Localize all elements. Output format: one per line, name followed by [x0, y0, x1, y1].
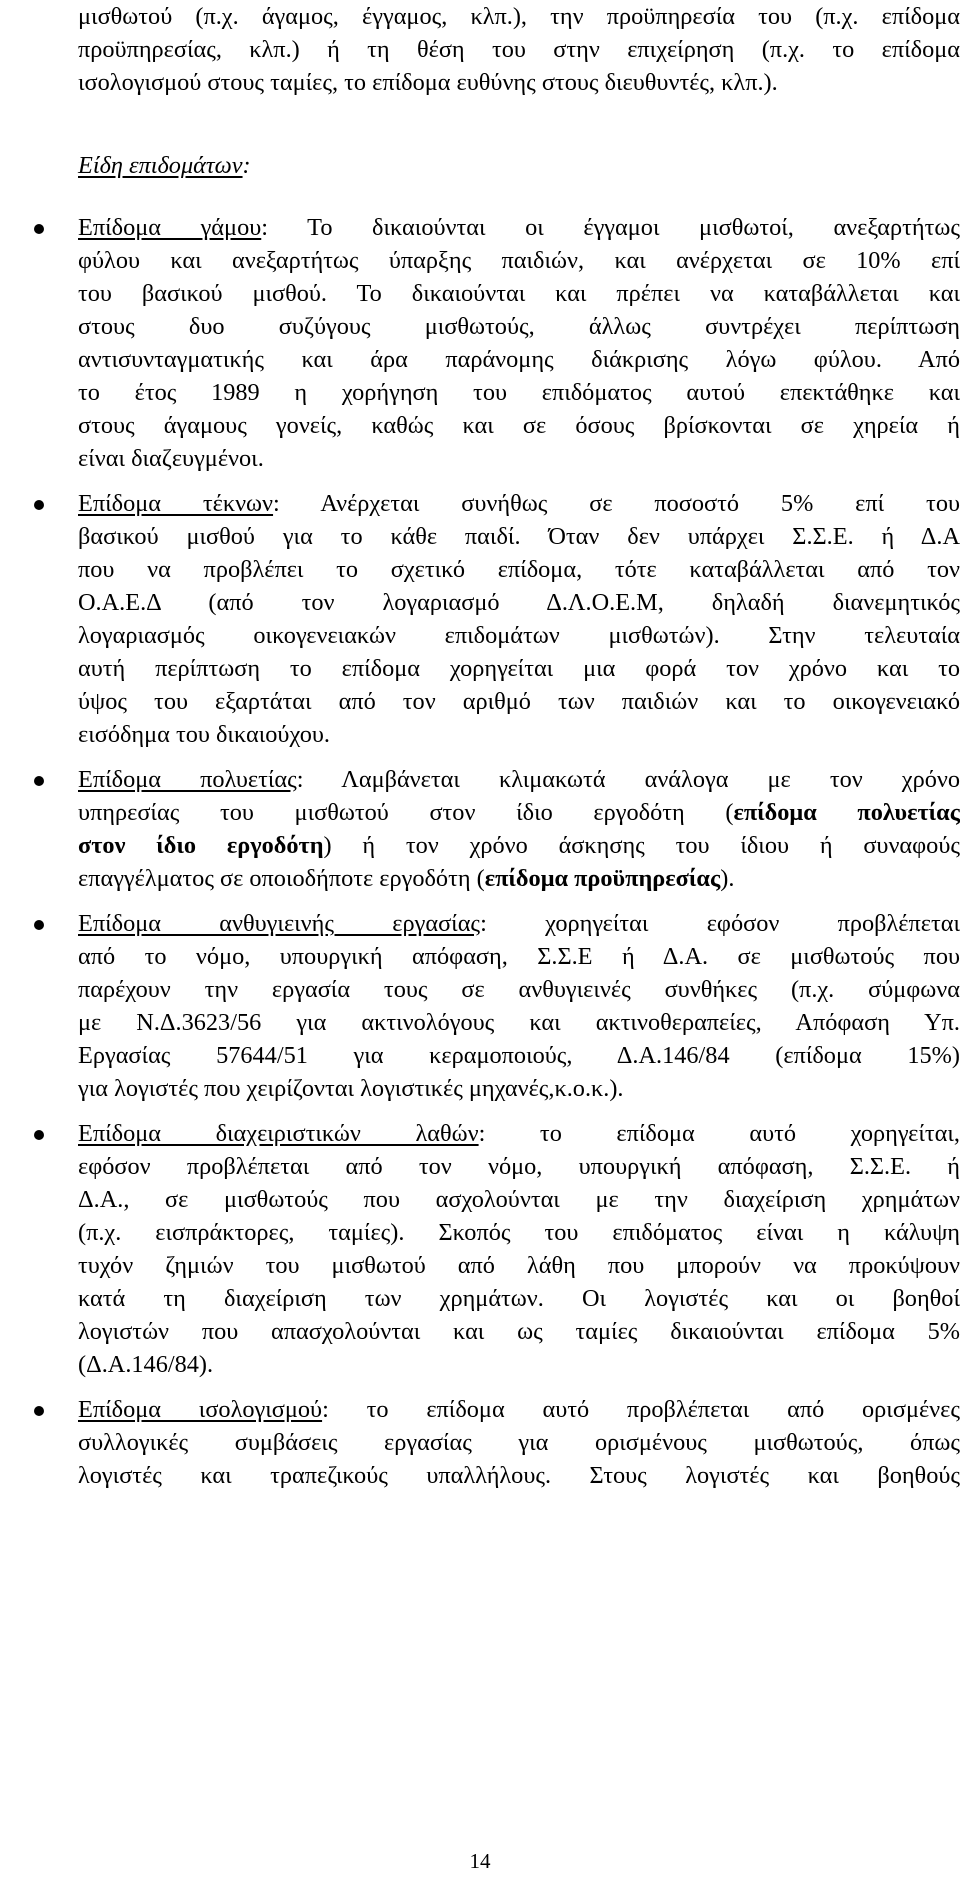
section-heading: [78, 154, 251, 178]
item-text: το επίδομα αυτό προβλέπεται από ορισμένες: [328, 1396, 960, 1423]
list-item-line: το έτος 1989 η χορήγηση του επιδόματος αυτού επεκτάθηκε και: [78, 379, 960, 406]
item-bold-text: επίδομα πολυετίας: [733, 799, 960, 826]
item-separator: :: [273, 490, 280, 517]
list-item-line: κατά τη διαχείριση των χρημάτων. Οι λογιστές και οι βοηθοί: [78, 1285, 960, 1312]
intro-line: ισολογισμού στους ταμίες, το επίδομα ευθύνης στους διευθυντές, κλπ.).: [78, 69, 778, 96]
list-item-line: του βασικού μισθού. Το δικαιούνται και πρέπει να καταβάλλεται και: [78, 280, 960, 307]
bullet-icon: [34, 500, 44, 510]
list-item-line: (Δ.Α.146/84).: [78, 1351, 214, 1378]
list-item-line: είναι διαζευγμένοι.: [78, 445, 264, 472]
intro-line: προϋπηρεσίας, κλπ.) ή τη θέση του στην επιχείρηση (π.χ. το επίδομα: [78, 36, 960, 63]
item-title: Επίδομα ισολογισμού: [78, 1396, 323, 1423]
list-item-line: στους άγαμους γονείς, καθώς και σε όσους βρίσκονται σε χηρεία ή: [78, 412, 960, 439]
item-title: Επίδομα διαχειριστικών λαθών: [78, 1120, 479, 1147]
list-item-first-line: [78, 492, 960, 516]
list-item-line: Εργασίας 57644/51 για κεραμοποιούς, Δ.Α.146/84 (επίδομα 15%): [78, 1042, 960, 1069]
item-title: Επίδομα πολυετίας: [78, 766, 297, 793]
section-heading-text: Είδη επιδομάτων: [78, 152, 243, 179]
item-title: Επίδομα τέκνων: [78, 490, 274, 517]
list-item-line: αυτή περίπτωση το επίδομα χορηγείται μια φορά τον χρόνο και το: [78, 655, 960, 682]
item-text: Το δικαιούνται οι έγγαμοι μισθωτοί, ανεξαρτήτως: [268, 214, 960, 241]
item-title: Επίδομα ανθυγιεινής εργασίας: [78, 910, 481, 937]
list-item-first-line: [78, 912, 960, 936]
page-number: 14: [469, 1849, 491, 1873]
item-text: Λαμβάνεται κλιμακωτά ανάλογα με τον χρόνο: [303, 766, 960, 793]
list-item-line: στους δυο συζύγους μισθωτούς, άλλως συντρέχει περίπτωση: [78, 313, 960, 340]
list-item-line: με Ν.Δ.3623/56 για ακτινολόγους και ακτινοθεραπείες, Απόφαση Υπ.: [78, 1009, 960, 1036]
item-separator: :: [480, 910, 487, 937]
item-text: ) ή τον χρόνο άσκησης του ίδιου ή συναφούς: [323, 832, 960, 859]
intro-line: μισθωτού (π.χ. άγαμος, έγγαμος, κλπ.), την προϋπηρεσία του (π.χ. επίδομα: [78, 3, 960, 30]
bullet-icon: [34, 920, 44, 930]
list-item-line: τυχόν ζημιών του μισθωτού από λάθη που μπορούν να προκύψουν: [78, 1252, 960, 1279]
bullet-icon: [34, 1130, 44, 1140]
item-text: ).: [720, 865, 735, 892]
item-title: Επίδομα γάμου: [78, 214, 262, 241]
item-separator: :: [478, 1120, 486, 1147]
list-item-line: από το νόμο, υπουργική απόφαση, Σ.Σ.Ε ή Δ.Α. σε μισθωτούς που: [78, 943, 960, 970]
list-item-line: [78, 801, 960, 825]
section-heading-colon: :: [242, 152, 251, 179]
list-item-line: φύλου και ανεξαρτήτως ύπαρξης παιδιών, και ανέρχεται σε 10% επί: [78, 247, 960, 274]
list-item-line: λογιστών που απασχολούνται και ως ταμίες δικαιούνται επίδομα 5%: [78, 1318, 960, 1345]
list-item-line: ύψος του εξαρτάται από τον αριθμό των παιδιών και το οικογενειακό: [78, 688, 960, 715]
list-item-line: Δ.Α., σε μισθωτούς που ασχολούνται με την διαχείριση χρημάτων: [78, 1186, 960, 1213]
item-bold-text: στον ίδιο εργοδότη: [78, 832, 324, 859]
item-separator: :: [296, 766, 304, 793]
list-item-line: βασικού μισθού για το κάθε παιδί. Όταν δεν υπάρχει Σ.Σ.Ε. ή Δ.Α: [78, 523, 960, 550]
item-text: χορηγείται εφόσον προβλέπεται: [486, 910, 960, 937]
list-item-line: [78, 834, 960, 858]
item-separator: :: [322, 1396, 329, 1423]
list-item-line: [78, 867, 958, 891]
item-text: υπηρεσίας του μισθωτού στον ίδιο εργοδότη (: [78, 799, 734, 826]
list-item-first-line: [78, 768, 960, 792]
list-item-line: εφόσον προβλέπεται από τον νόμο, υπουργική απόφαση, Σ.Σ.Ε. ή: [78, 1153, 960, 1180]
list-item-line: παρέχουν την εργασία τους σε ανθυγιεινές συνθήκες (π.χ. σύμφωνα: [78, 976, 960, 1003]
item-bold-text: επίδομα προϋπηρεσίας: [484, 865, 721, 892]
list-item-line: εισόδημα του δικαιούχου.: [78, 721, 330, 748]
list-item-line: συλλογικές συμβάσεις εργασίας για ορισμένους μισθωτούς, όπως: [78, 1429, 960, 1456]
list-item-first-line: [78, 1122, 960, 1146]
item-separator: :: [261, 214, 269, 241]
list-item-line: λογιστές και τραπεζικούς υπαλλήλους. Στους λογιστές και βοηθούς: [78, 1462, 960, 1489]
bullet-icon: [34, 1406, 44, 1416]
list-item-line: που να προβλέπει το σχετικό επίδομα, τότε καταβάλλεται από τον: [78, 556, 960, 583]
list-item-line: λογαριασμός οικογενειακών επιδομάτων μισθωτών). Στην τελευταία: [78, 622, 960, 649]
list-item-first-line: [78, 1398, 960, 1422]
item-text: επαγγέλματος σε οποιοδήποτε εργοδότη (: [78, 865, 485, 892]
list-item-line: για λογιστές που χειρίζονται λογιστικές μηχανές,κ.ο.κ.).: [78, 1075, 624, 1102]
item-text: το επίδομα αυτό χορηγείται,: [485, 1120, 960, 1147]
list-item-line: Ο.Α.Ε.Δ (από τον λογαριασμό Δ.Λ.Ο.Ε.Μ, δηλαδή διανεμητικός: [78, 589, 960, 616]
list-item-line: (π.χ. εισπράκτορες, ταμίες). Σκοπός του επιδόματος είναι η κάλυψη: [78, 1219, 960, 1246]
list-item-line: αντισυνταγματικής και άρα παράνομης διάκρισης λόγω φύλου. Από: [78, 346, 960, 373]
item-text: Ανέρχεται συνήθως σε ποσοστό 5% επί του: [279, 490, 960, 517]
list-item-first-line: [78, 216, 960, 240]
bullet-icon: [34, 776, 44, 786]
bullet-icon: [34, 224, 44, 234]
